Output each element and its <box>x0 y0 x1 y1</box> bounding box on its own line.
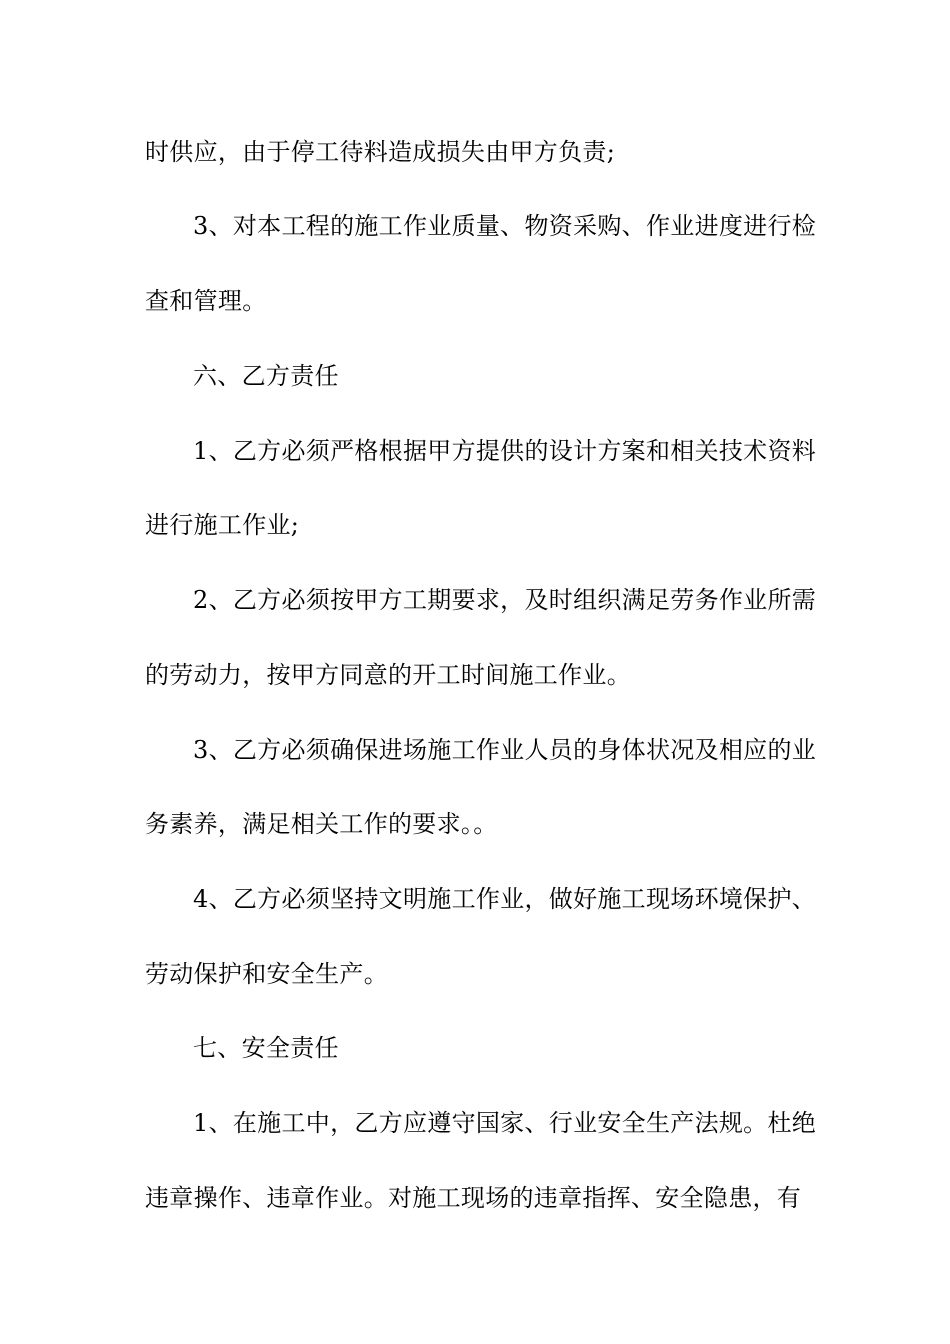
text-line: 1、在施工中，乙方应遵守国家、行业安全生产法规。杜绝 <box>193 1109 817 1137</box>
section-heading: 六、乙方责任 <box>193 362 339 390</box>
text-line: 2、乙方必须按甲方工期要求，及时组织满足劳务作业所需 <box>193 586 817 614</box>
text-line: 违章操作、违章作业。对施工现场的违章指挥、安全隐患，有 <box>145 1184 802 1212</box>
text-line: 查和管理。 <box>145 287 267 315</box>
section-heading: 七、安全责任 <box>193 1034 339 1062</box>
text-line: 进行施工作业; <box>145 511 300 539</box>
text-line: 务素养，满足相关工作的要求。。 <box>145 810 498 838</box>
text-line: 1、乙方必须严格根据甲方提供的设计方案和相关技术资料 <box>193 437 817 465</box>
text-line: 的劳动力，按甲方同意的开工时间施工作业。 <box>145 661 631 689</box>
text-line: 时供应，由于停工待料造成损失由甲方负责; <box>145 138 616 166</box>
text-line: 3、对本工程的施工作业质量、物资采购、作业进度进行检 <box>193 212 817 240</box>
text-line: 4、乙方必须坚持文明施工作业，做好施工现场环境保护、 <box>193 885 817 913</box>
text-line: 3、乙方必须确保进场施工作业人员的身体状况及相应的业 <box>193 736 817 764</box>
text-line: 劳动保护和安全生产。 <box>145 960 388 988</box>
